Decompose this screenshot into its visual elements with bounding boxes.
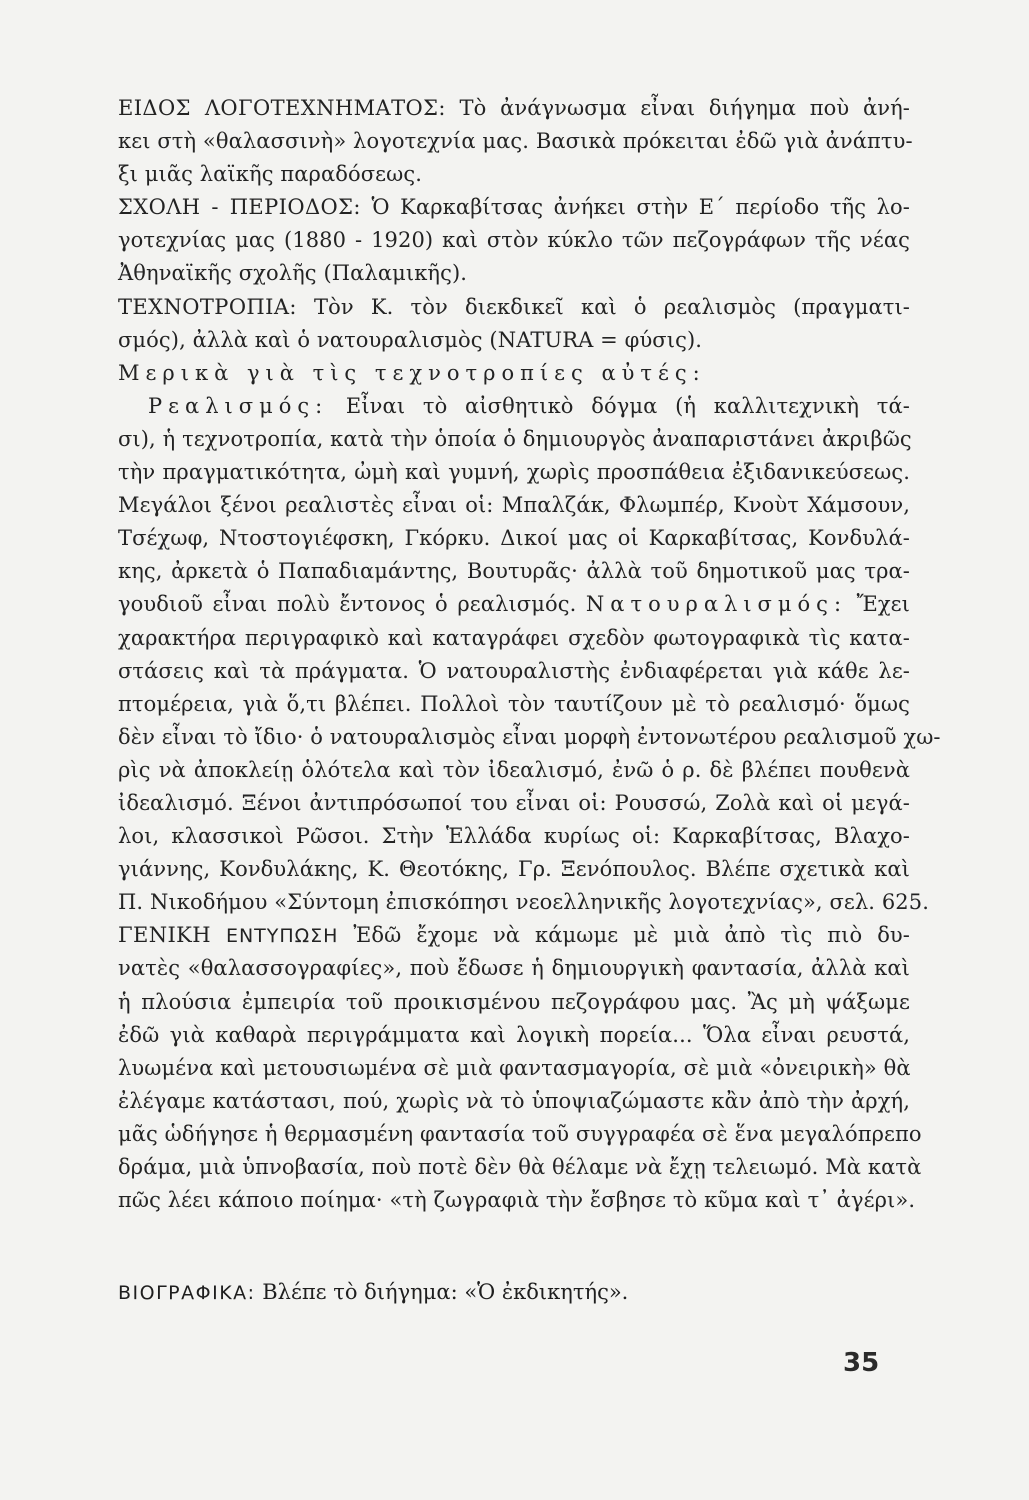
technique-body-line: στάσεις καὶ τὰ πράγματα. Ὁ νατουραλιστὴς ἐνδιαφέρεται γιὰ κάθε λε- [118,658,910,683]
technique-body-line: γιάννης, Κονδυλάκης, Κ. Θεοτόκης, Γρ. Ξενόπουλος. Βλέπε σχετικὰ καὶ [118,857,910,882]
school-line-1: ΣΧΟΛΗ - ΠΕΡΙΟΔΟΣ: Ὁ Καρκαβίτσας ἀνήκει στὴν Ε΄ περίοδο τῆς λο- [118,195,910,220]
impression-line-1: ΓΕΝΙΚΗ ΕΝΤΥΠΩΣΗ Ἐδῶ ἔχομε νὰ κάμωμε μὲ μιὰ ἀπὸ τὶς πιὸ δυ- [118,923,910,948]
impression-line: ἡ πλούσια ἐμπειρία τοῦ προικισμένου πεζογράφου μας. Ἂς μὴ ψάξωμε [118,989,910,1014]
school-heading: ΣΧΟΛΗ - ΠΕΡΙΟΔΟΣ: [118,195,361,220]
impression-line: ἐλέγαμε κατάστασι, πού, χωρὶς νὰ τὸ ὑποψιαζώμαστε κἂν ἀπὸ τὴν ἀρχή, [118,1088,910,1113]
technique-body-line: Τσέχωφ, Ντοστογιέφσκη, Γκόρκυ. Δικοί μας οἱ Καρκαβίτσας, Κονδυλά- [118,526,910,551]
impression-line: μᾶς ὡδήγησε ἡ θερμασμένη φαντασία τοῦ συγγραφέα σὲ ἕνα μεγαλόπρεπο [118,1121,922,1146]
technique-line-1: ΤΕΧΝΟΤΡΟΠΙΑ: Τὸν Κ. τὸν διεκδικεῖ καὶ ὁ ρεαλισμὸς (πραγματι- [118,294,910,319]
impression-heading-b: ΕΝΤΥΠΩΣΗ [225,925,339,948]
school-line-3: Ἀθηναϊκῆς σχολῆς (Παλαμικῆς). [118,261,468,286]
impression-line: πῶς λέει κάποιο ποίημα· «τὴ ζωγραφιὰ τὴν ἔσβησε τὸ κῦμα καὶ τ᾿ ἀγέρι». [118,1188,916,1213]
technique-body-line: δὲν εἶναι τὸ ἴδιο· ὁ νατουραλισμὸς εἶναι μορφὴ ἐντονωτέρου ρεαλισμοῦ χω- [118,724,941,749]
impression-line: νατὲς «θαλασσογραφίες», ποὺ ἔδωσε ἡ δημιουργικὴ φαντασία, ἀλλὰ καὶ [118,956,910,981]
naturalism-line: γουδιοῦ εἶναι πολὺ ἔντονος ὁ ρεαλισμός. Νατουραλισμός: Ἔχει [118,592,910,617]
technique-heading: ΤΕΧΝΟΤΡΟΠΙΑ: [118,294,297,319]
technique-body-line: κης, ἀρκετὰ ὁ Παπαδιαμάντης, Βουτυρᾶς· ἀλλὰ τοῦ δημοτικοῦ μας τρα- [118,559,910,584]
genre-line-2: κει στὴ «θαλασσινὴ» λογοτεχνία μας. Βασικὰ πρόκειται ἐδῶ γιὰ ἀνάπτυ- [118,129,913,154]
impression-line: ἐδῶ γιὰ καθαρὰ περιγράμματα καὶ λογικὴ πορεία... Ὅλα εἶναι ρευστά, [118,1022,910,1047]
biography-line [118,1280,910,1304]
genre-heading: ΕΙΔΟΣ ΛΟΓΟΤΕΧΝΗΜΑΤΟΣ: [118,96,446,120]
technique-body-line: σι), ἡ τεχνοτροπία, κατὰ τὴν ὁποία ὁ δημιουργὸς ἀναπαριστάνει ἀκριβῶς [118,426,912,451]
biography-text: Βλέπε τὸ διήγημα: «Ὁ ἐκδικητής». [255,1280,629,1304]
technique-subheading: Μερικὰ γιὰ τὶς τεχνοτροπίες αὐτές: [118,360,706,385]
impression-line: λυωμένα καὶ μετουσιωμένα σὲ μιὰ φαντασμαγορία, σὲ μιὰ «ὀνειρικὴ» θὰ [118,1055,911,1080]
technique-line-2: σμός), ἀλλὰ καὶ ὁ νατουραλισμὸς (NATURA = φύσις). [118,327,703,352]
impression-line: δράμα, μιὰ ὑπνοβασία, ποὺ ποτὲ δὲν θὰ θέλαμε νὰ ἔχῃ τελειωμό. Μὰ κατὰ [118,1155,922,1179]
genre-line-1: ΕΙΔΟΣ ΛΟΓΟΤΕΧΝΗΜΑΤΟΣ: Τὸ ἀνάγνωσμα εἶναι διήγημα ποὺ ἀνή- [118,96,910,120]
technique-body-line: ἰδεαλισμό. Ξένοι ἀντιπρόσωποί του εἶναι οἱ: Ρουσσώ, Ζολὰ καὶ οἱ μεγά- [118,790,910,815]
technique-body-line: λοι, κλασσικοὶ Ρῶσοι. Στὴν Ἑλλάδα κυρίως οἱ: Καρκαβίτσας, Βλαχο- [118,824,910,849]
genre-line-3: ξι μιᾶς λαϊκῆς παραδόσεως. [118,162,423,187]
technique-body-line: Π. Νικοδήμου «Σύντομη ἐπισκόπησι νεοελληνικῆς λογοτεχνίας», σελ. 625. [118,890,929,915]
page-number: 35 [843,1348,880,1378]
realism-line: Ρεαλισμός: Εἶναι τὸ αἰσθητικὸ δόγμα (ἡ καλλιτεχνικὴ τά- [148,393,910,418]
naturalism-term: Νατουραλισμός: [585,592,848,617]
biography-heading: ΒΙΟΓΡΑΦΙΚΑ: [118,1282,256,1304]
technique-body-line: πτομέρεια, γιὰ ὅ,τι βλέπει. Πολλοὶ τὸν ταυτίζουν μὲ τὸ ρεαλισμό· ὅμως [118,691,910,716]
technique-body-line: Μεγάλοι ξένοι ρεαλιστὲς εἶναι οἱ: Μπαλζάκ, Φλωμπέρ, Κνοὺτ Χάμσουν, [118,493,910,518]
school-line-2: γοτεχνίας μας (1880 - 1920) καὶ στὸν κύκλο τῶν πεζογράφων τῆς νέας [118,228,910,253]
impression-heading: ΓΕΝΙΚΗ [118,923,211,948]
technique-body-line: ρὶς νὰ ἀποκλείῃ ὁλότελα καὶ τὸν ἰδεαλισμό, ἐνῶ ὁ ρ. δὲ βλέπει πουθενὰ [118,757,910,782]
technique-body-line: χαρακτήρα περιγραφικὸ καὶ καταγράφει σχεδὸν φωτογραφικὰ τὶς κατα- [118,625,910,650]
technique-body-line: τὴν πραγματικότητα, ὠμὴ καὶ γυμνή, χωρὶς προσπάθεια ἐξιδανικεύσεως. [118,460,910,485]
commentary-text [118,92,941,1217]
realism-term: Ρεαλισμός: [148,393,329,418]
